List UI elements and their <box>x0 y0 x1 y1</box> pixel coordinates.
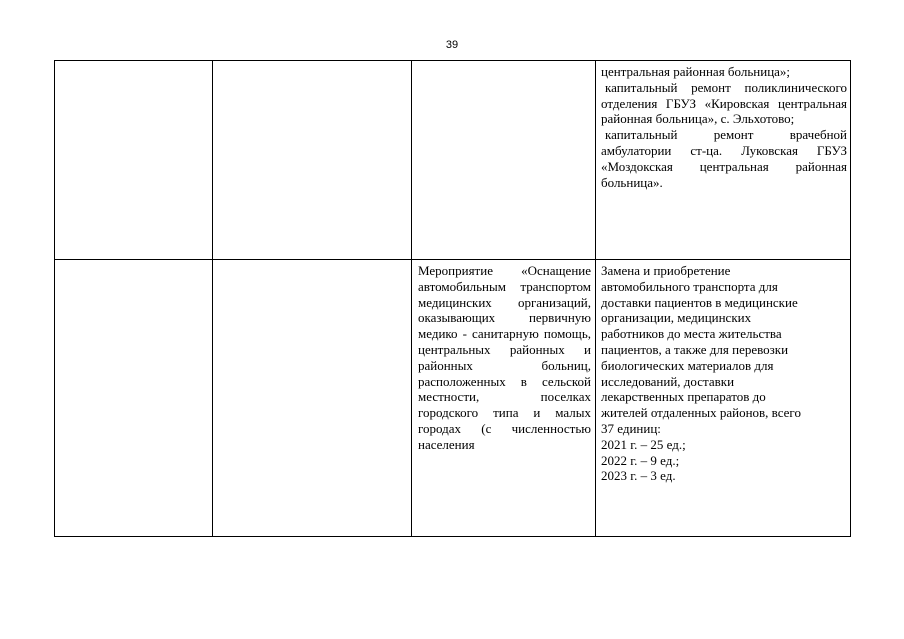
cell-line: работников до места жительства <box>601 326 782 342</box>
table-cell-activity <box>412 260 596 537</box>
table-cell-description <box>596 260 851 537</box>
cell-line: исследований, доставки <box>601 373 735 389</box>
document-table <box>54 60 851 537</box>
cell-line: 2023 г. – 3 ед. <box>601 468 676 484</box>
cell-line: Замена и приобретение <box>601 263 731 278</box>
table-cell-empty <box>55 61 213 260</box>
cell-line: доставки пациентов в медицинские <box>601 294 798 310</box>
table-row <box>55 260 851 537</box>
cell-line: автомобильного транспорта для <box>601 278 778 294</box>
table-cell-empty <box>412 61 596 260</box>
cell-paragraph: капитальный ремонт врачебной амбулатории ст-ца. Луковская ГБУЗ «Моздокская центральная районная больница». <box>601 127 847 190</box>
table-cell-empty <box>55 260 213 537</box>
cell-paragraph: центральная районная больница»; <box>601 64 791 79</box>
cell-paragraph: Мероприятие «Оснащение автомобильным транспортом медицинских организаций, оказывающих первичную медико - санитарную помощь, центральных районных и районных больниц, расположенных в сельской местности, поселках городского типа и малых городах (с численностью населения <box>418 263 591 452</box>
table-cell-description <box>596 61 851 260</box>
cell-line: пациентов, а также для перевозки <box>601 341 789 357</box>
cell-line: организации, медицинских <box>601 310 752 326</box>
cell-paragraph: капитальный ремонт поликлинического отделения ГБУЗ «Кировская центральная районная больница», с. Эльхотово; <box>601 79 847 127</box>
cell-line: биологических материалов для <box>601 357 774 373</box>
cell-line: 2021 г. – 25 ед.; <box>601 436 686 452</box>
page-number: 39 <box>445 39 459 51</box>
table-cell-empty <box>213 61 412 260</box>
cell-line: лекарственных препаратов до <box>601 389 766 405</box>
cell-line: 37 единиц: <box>601 420 661 436</box>
table-row <box>55 61 851 260</box>
cell-line: 2022 г. – 9 ед.; <box>601 452 680 468</box>
table-cell-empty <box>213 260 412 537</box>
cell-line: жителей отдаленных районов, всего <box>601 405 801 421</box>
